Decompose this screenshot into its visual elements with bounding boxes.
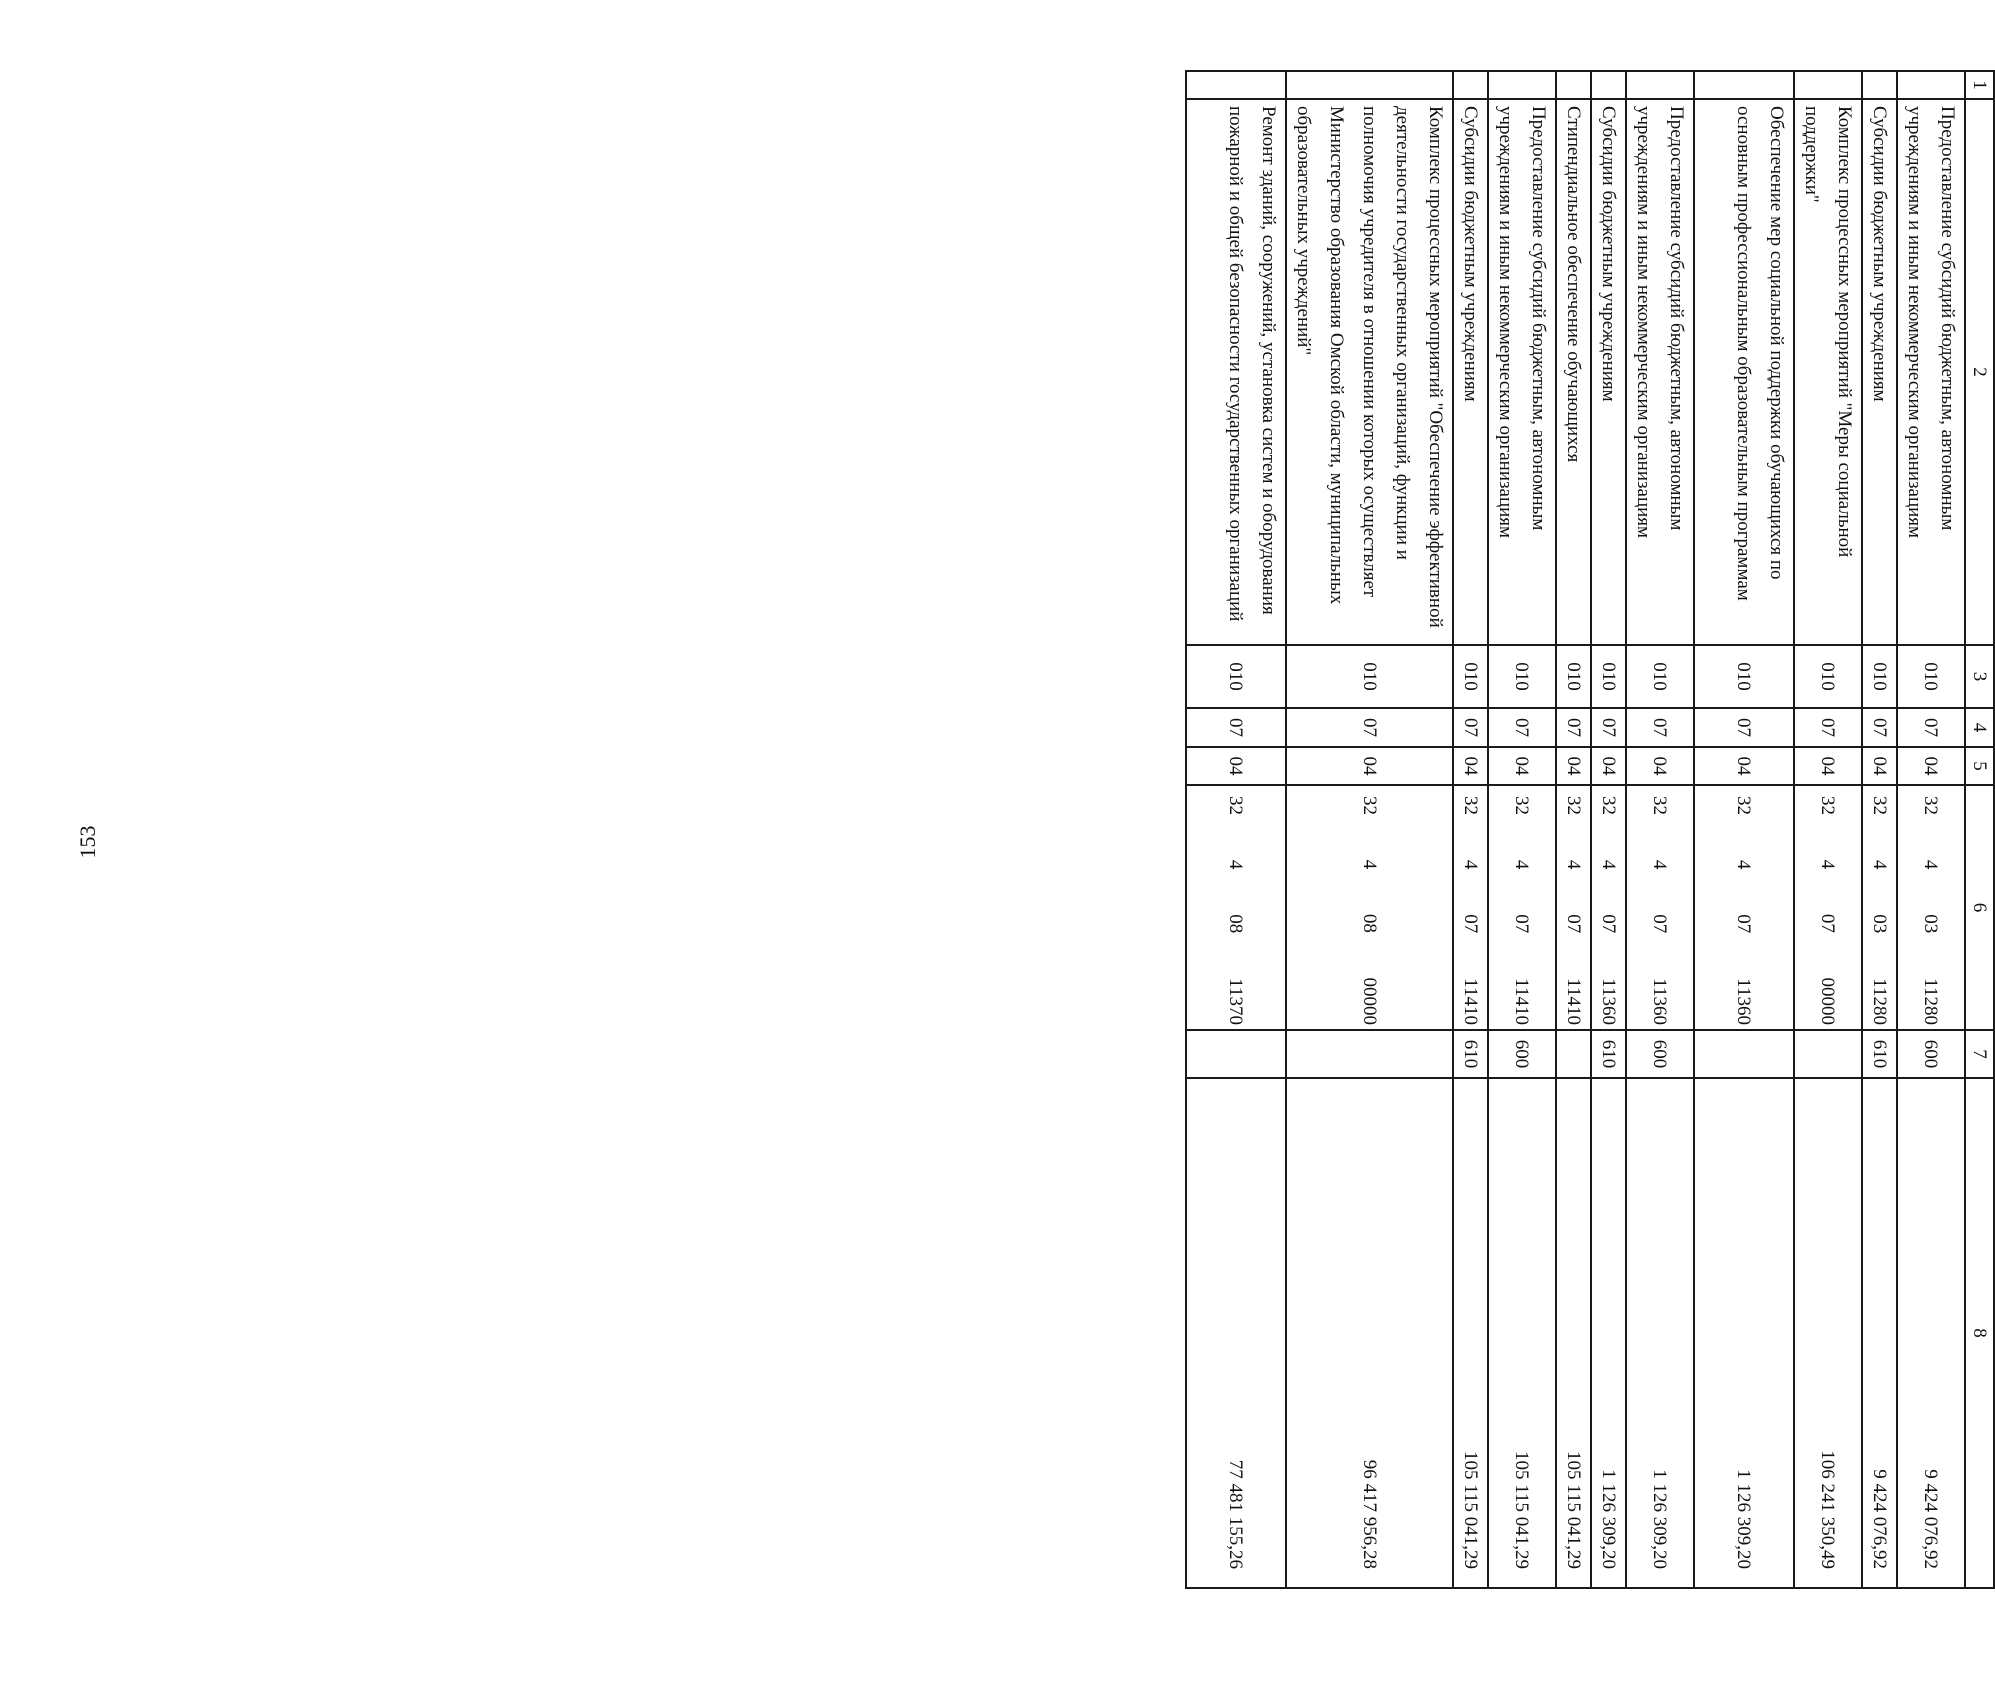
- table-row: [1626, 71, 1694, 1588]
- target-article-cell: [1694, 785, 1794, 1030]
- target-article-code-part: 32: [1649, 796, 1671, 815]
- target-article-code-part: 07: [1649, 914, 1671, 934]
- target-article-code: [1812, 788, 1845, 1027]
- item-name-cell: Комплекс процессных мероприятий "Меры социальной поддержки": [1794, 99, 1862, 645]
- target-article-code: [1644, 788, 1677, 1027]
- expense-type-cell: [1794, 1030, 1862, 1078]
- target-article-code: [1220, 788, 1253, 1027]
- amount-cell: 105 115 041,29: [1488, 1078, 1556, 1588]
- item-name-cell: Субсидии бюджетным учреждениям: [1591, 99, 1626, 645]
- razdel-cell: 07: [1626, 708, 1694, 747]
- target-article-cell: [1897, 785, 1965, 1030]
- target-article-code-part: 11360: [1733, 978, 1755, 1025]
- row-number-cell: [1591, 71, 1626, 99]
- podrazdel-cell: 04: [1897, 747, 1965, 785]
- table-row: [1453, 71, 1488, 1588]
- table-body: [1186, 71, 1965, 1588]
- vedomstvo-cell: 010: [1694, 645, 1794, 708]
- target-article-code-part: 4: [1598, 859, 1619, 870]
- expense-type-cell: 610: [1862, 1030, 1897, 1078]
- target-article-code-part: 07: [1733, 914, 1755, 934]
- row-number-cell: [1186, 71, 1286, 99]
- razdel-cell: 07: [1591, 708, 1626, 747]
- header-col-7: 7: [1965, 1030, 1994, 1078]
- row-number-cell: [1556, 71, 1591, 99]
- row-number-cell: [1897, 71, 1965, 99]
- expense-type-cell: [1286, 1030, 1453, 1078]
- target-article-cell: [1794, 785, 1862, 1030]
- expense-type-cell: [1186, 1030, 1286, 1078]
- target-article-cell: [1626, 785, 1694, 1030]
- vedomstvo-cell: 010: [1286, 645, 1453, 708]
- target-article-code-part: 07: [1598, 914, 1619, 934]
- target-article-code-part: 11410: [1511, 978, 1533, 1025]
- target-article-cell: [1862, 785, 1897, 1030]
- vedomstvo-cell: 010: [1186, 645, 1286, 708]
- target-article-code-part: 11280: [1869, 978, 1890, 1025]
- podrazdel-cell: 04: [1453, 747, 1488, 785]
- razdel-cell: 07: [1556, 708, 1591, 747]
- target-article-code: [1353, 788, 1386, 1027]
- target-article-code-part: 32: [1733, 796, 1755, 815]
- table-row: [1591, 71, 1626, 1588]
- target-article-code-part: 11360: [1649, 978, 1671, 1025]
- row-number-cell: [1453, 71, 1488, 99]
- amount-cell: 1 126 309,20: [1591, 1078, 1626, 1588]
- target-article-code: [1506, 788, 1539, 1027]
- podrazdel-cell: 04: [1794, 747, 1862, 785]
- header-col-2: 2: [1965, 99, 1994, 645]
- podrazdel-cell: 04: [1488, 747, 1556, 785]
- target-article-code-part: 4: [1817, 859, 1839, 870]
- header-row: [1965, 71, 1994, 1588]
- expense-type-cell: 610: [1453, 1030, 1488, 1078]
- header-col-3: 3: [1965, 645, 1994, 708]
- target-article-cell: [1453, 785, 1488, 1030]
- header-col-4: 4: [1965, 708, 1994, 747]
- podrazdel-cell: 04: [1862, 747, 1897, 785]
- target-article-code-part: 00000: [1817, 977, 1839, 1025]
- target-article-code-part: 32: [1817, 796, 1839, 815]
- target-article-code-part: 07: [1563, 914, 1584, 934]
- target-article-code: [1728, 788, 1761, 1027]
- amount-cell: 9 424 076,92: [1862, 1078, 1897, 1588]
- item-name-cell: Субсидии бюджетным учреждениям: [1862, 99, 1897, 645]
- target-article-cell: [1556, 785, 1591, 1030]
- target-article-code: [1454, 788, 1487, 1027]
- amount-cell: 1 126 309,20: [1626, 1078, 1694, 1588]
- target-article-cell: [1591, 785, 1626, 1030]
- table-row: [1694, 71, 1794, 1588]
- podrazdel-cell: 04: [1591, 747, 1626, 785]
- expense-type-cell: [1556, 1030, 1591, 1078]
- razdel-cell: 07: [1694, 708, 1794, 747]
- razdel-cell: 07: [1897, 708, 1965, 747]
- podrazdel-cell: 04: [1694, 747, 1794, 785]
- item-name-cell: Предоставление субсидий бюджетным, автономным учреждениям и иным некоммерческим организациям: [1626, 99, 1694, 645]
- page-number: 153: [75, 825, 100, 859]
- razdel-cell: 07: [1186, 708, 1286, 747]
- amount-cell: 105 115 041,29: [1453, 1078, 1488, 1588]
- vedomstvo-cell: 010: [1488, 645, 1556, 708]
- target-article-code-part: 4: [1225, 859, 1247, 870]
- item-name-cell: Стипендиальное обеспечение обучающихся: [1556, 99, 1591, 645]
- row-number-cell: [1488, 71, 1556, 99]
- item-name-cell: Ремонт зданий, сооружений, установка систем и оборудования пожарной и общей безопасности государственных организаций: [1186, 99, 1286, 645]
- target-article-code-part: 32: [1920, 796, 1942, 815]
- header-col-8: 8: [1965, 1078, 1994, 1588]
- vedomstvo-cell: 010: [1626, 645, 1694, 708]
- budget-table-container: [1060, 70, 1995, 1587]
- expense-type-cell: [1694, 1030, 1794, 1078]
- item-name-cell: Субсидии бюджетным учреждениям: [1453, 99, 1488, 645]
- podrazdel-cell: 04: [1286, 747, 1453, 785]
- target-article-code-part: 32: [1598, 796, 1619, 815]
- target-article-code-part: 32: [1359, 796, 1380, 815]
- table-row: [1488, 71, 1556, 1588]
- target-article-cell: [1186, 785, 1286, 1030]
- amount-cell: 9 424 076,92: [1897, 1078, 1965, 1588]
- razdel-cell: 07: [1488, 708, 1556, 747]
- target-article-code: [1863, 788, 1896, 1027]
- expense-type-cell: 610: [1591, 1030, 1626, 1078]
- podrazdel-cell: 04: [1186, 747, 1286, 785]
- table-row: [1556, 71, 1591, 1588]
- razdel-cell: 07: [1453, 708, 1488, 747]
- target-article-code-part: 07: [1511, 914, 1533, 934]
- table-row: [1186, 71, 1286, 1588]
- target-article-code-part: 4: [1920, 859, 1942, 870]
- vedomstvo-cell: 010: [1897, 645, 1965, 708]
- target-article-code: [1592, 788, 1625, 1027]
- item-name-cell: Предоставление субсидий бюджетным, автономным учреждениям и иным некоммерческим организациям: [1488, 99, 1556, 645]
- row-number-cell: [1286, 71, 1453, 99]
- amount-cell: 105 115 041,29: [1556, 1078, 1591, 1588]
- target-article-code-part: 4: [1649, 859, 1671, 870]
- target-article-code-part: 32: [1511, 796, 1533, 815]
- amount-cell: 1 126 309,20: [1694, 1078, 1794, 1588]
- target-article-code-part: 4: [1359, 859, 1380, 870]
- target-article-code: [1557, 788, 1590, 1027]
- target-article-code-part: 03: [1869, 914, 1890, 934]
- header-col-5: 5: [1965, 747, 1994, 785]
- target-article-cell: [1488, 785, 1556, 1030]
- item-name-cell: Предоставление субсидий бюджетным, автономным учреждениям и иным некоммерческим организациям: [1897, 99, 1965, 645]
- amount-cell: 77 481 155,26: [1186, 1078, 1286, 1588]
- expense-type-cell: 600: [1626, 1030, 1694, 1078]
- razdel-cell: 07: [1286, 708, 1453, 747]
- table-row: [1794, 71, 1862, 1588]
- podrazdel-cell: 04: [1626, 747, 1694, 785]
- row-number-cell: [1794, 71, 1862, 99]
- row-number-cell: [1626, 71, 1694, 99]
- target-article-code-part: 00000: [1359, 977, 1380, 1025]
- vedomstvo-cell: 010: [1862, 645, 1897, 708]
- budget-table: [1185, 70, 1995, 1589]
- target-article-code-part: 4: [1511, 859, 1533, 870]
- podrazdel-cell: 04: [1556, 747, 1591, 785]
- target-article-code-part: 07: [1817, 913, 1839, 933]
- target-article-code: [1915, 788, 1948, 1027]
- item-name-cell: Комплекс процессных мероприятий "Обеспечение эффективной деятельности государственных организаций, функции и полномочия учредителя в отношении которых осуществляет Министерство образования Омской области, муниципальных образовательных учреждений": [1286, 99, 1453, 645]
- table-row: [1897, 71, 1965, 1588]
- table-row: [1286, 71, 1453, 1588]
- target-article-code-part: 11410: [1563, 978, 1584, 1025]
- target-article-code-part: 4: [1460, 859, 1481, 870]
- row-number-cell: [1694, 71, 1794, 99]
- vedomstvo-cell: 010: [1453, 645, 1488, 708]
- header-col-6: 6: [1965, 785, 1994, 1030]
- target-article-code-part: 4: [1869, 859, 1890, 870]
- target-article-code-part: 11370: [1225, 978, 1247, 1025]
- row-number-cell: [1862, 71, 1897, 99]
- item-name-cell: Обеспечение мер социальной поддержки обучающихся по основным профессиональным образовательным программам: [1694, 99, 1794, 645]
- razdel-cell: 07: [1862, 708, 1897, 747]
- target-article-code-part: 32: [1869, 796, 1890, 815]
- target-article-code-part: 07: [1460, 914, 1481, 934]
- vedomstvo-cell: 010: [1556, 645, 1591, 708]
- target-article-code-part: 32: [1460, 796, 1481, 815]
- target-article-code-part: 32: [1563, 796, 1584, 815]
- expense-type-cell: 600: [1897, 1030, 1965, 1078]
- target-article-code-part: 4: [1563, 859, 1584, 870]
- header-col-1: 1: [1965, 71, 1994, 99]
- razdel-cell: 07: [1794, 708, 1862, 747]
- target-article-code-part: 4: [1733, 859, 1755, 870]
- target-article-code-part: 11360: [1598, 978, 1619, 1025]
- amount-cell: 96 417 956,28: [1286, 1078, 1453, 1588]
- amount-cell: 106 241 350,49: [1794, 1078, 1862, 1588]
- target-article-code-part: 11280: [1920, 978, 1942, 1025]
- target-article-code-part: 08: [1359, 913, 1380, 933]
- target-article-code-part: 03: [1920, 914, 1942, 934]
- target-article-code-part: 08: [1225, 914, 1247, 934]
- target-article-code-part: 32: [1225, 796, 1247, 815]
- target-article-cell: [1286, 785, 1453, 1030]
- vedomstvo-cell: 010: [1591, 645, 1626, 708]
- expense-type-cell: 600: [1488, 1030, 1556, 1078]
- target-article-code-part: 11410: [1460, 978, 1481, 1025]
- table-row: [1862, 71, 1897, 1588]
- vedomstvo-cell: 010: [1794, 645, 1862, 708]
